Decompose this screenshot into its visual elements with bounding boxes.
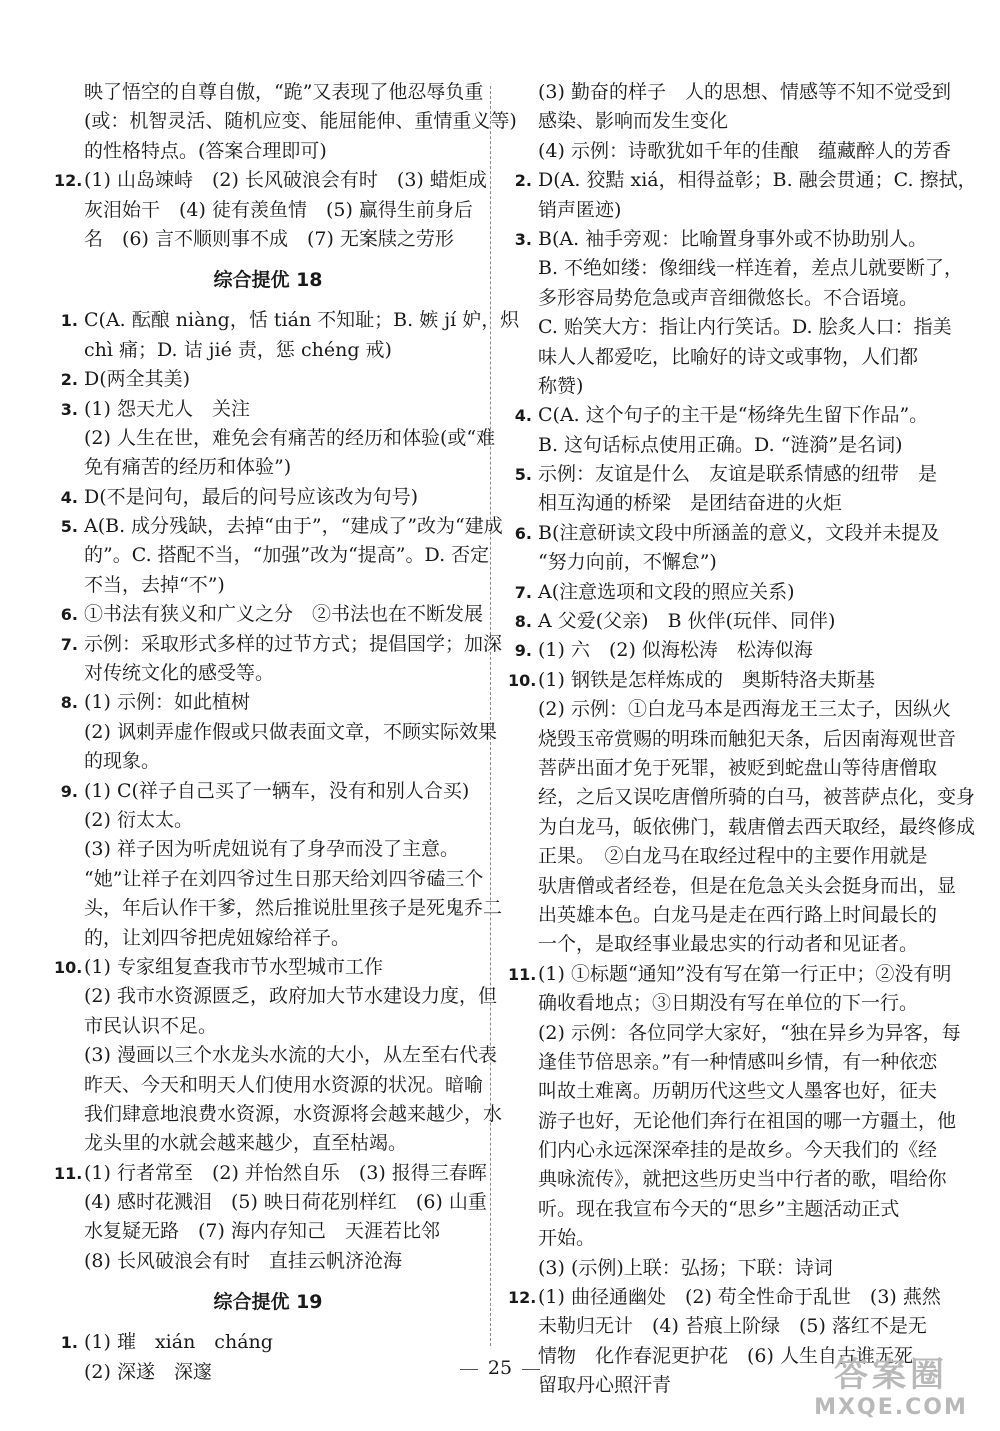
answer-text: (4) 感时花溅泪 (5) 映日荷花别样红 (6) 山重 — [84, 1191, 487, 1214]
answer-text: 叫故土难离。历朝历代这些文人墨客也好，征夫 — [538, 1080, 938, 1103]
answer-text: (1) ①标题“通知”没有写在第一行正中；②没有明 — [538, 962, 952, 985]
answer-text: (1) 示例：如此植树 — [84, 691, 250, 714]
right-column — [508, 78, 977, 1401]
answer-line — [512, 842, 942, 871]
answer-text: A 父爱(父亲) B 伙伴(玩伴、同伴) — [538, 610, 836, 633]
answer-text: 头，年后认作干爹，然后推说肚里孩子是死鬼乔二 — [84, 897, 503, 920]
question-number: 7. — [514, 582, 532, 602]
question-number: 9. — [60, 781, 78, 801]
answer-line — [58, 1247, 478, 1276]
answer-line — [58, 107, 517, 136]
watermark-title: 答案圈 — [834, 1355, 948, 1395]
answer-text: 不当，去掉“不”) — [84, 573, 225, 596]
answer-text: 市民认识不足。 — [84, 1014, 218, 1037]
answer-text: D(A. 狡黠 xiá，相得益彰；B. 融会贯通；C. 擦拭， — [538, 169, 977, 192]
answer-text: 示例：采取形式多样的过节方式；提倡国学；加深 — [84, 632, 503, 655]
answer-line — [58, 365, 478, 394]
answer-text: (1) 曲径通幽处 (2) 苟全性命于乱世 (3) 燕然 — [538, 1286, 941, 1309]
answer-text: 多形容局势危急或声音细微悠长。不合语境。 — [538, 286, 919, 309]
question-number: 9. — [514, 641, 532, 661]
answer-line — [512, 1165, 947, 1194]
answer-line — [58, 336, 478, 365]
answer-text: 留取丹心照汗青 — [538, 1374, 672, 1397]
answer-text: “努力向前，不懈怠”) — [538, 551, 717, 574]
answer-text: (或：机智灵活、随机应变、能屈能伸、重情重义等) — [84, 110, 517, 133]
answer-line — [58, 424, 496, 453]
answer-text: 对传统文化的感受等。 — [84, 662, 275, 685]
question-number: 3. — [60, 399, 78, 419]
answer-line — [512, 872, 957, 901]
answer-line — [58, 982, 497, 1011]
answer-text: 示例：友谊是什么 友谊是联系情感的纽带 是 — [538, 463, 938, 486]
answer-text: 昨天、今天和明天人们使用水资源的状况。暗喻 — [84, 1073, 484, 1096]
answer-text: 龙头里的水就会越来越少，直至枯竭。 — [84, 1132, 408, 1155]
column-divider — [490, 86, 491, 1346]
answer-line — [58, 1041, 497, 1070]
question-number: 5. — [60, 517, 78, 537]
question-number: 2. — [514, 171, 532, 191]
answer-line — [58, 453, 478, 482]
answer-line — [58, 777, 478, 806]
answer-line — [58, 196, 478, 225]
answer-line — [58, 688, 478, 717]
answer-line — [512, 1077, 942, 1106]
answer-line — [512, 989, 942, 1018]
question-number: 11. — [54, 1163, 83, 1183]
answer-line — [58, 137, 478, 166]
answer-text: (1) 六 (2) 似海松涛 松涛似海 — [538, 639, 813, 662]
answer-text: (2) 我市水资源匮乏，政府加大节水建设力度，但 — [84, 985, 497, 1008]
answer-text: 烧毁玉帝赏赐的明珠而触犯天条，后因南海观世音 — [538, 727, 957, 750]
page-number-dash-right — [522, 1369, 540, 1370]
answer-text: 销声匿迹) — [538, 198, 622, 221]
answer-text: (2) 衍太太。 — [84, 808, 193, 831]
answer-line — [512, 78, 951, 107]
answer-text: 游子也好，无论他们奔行在祖国的哪一方疆土，他 — [538, 1109, 957, 1132]
answer-line — [512, 254, 964, 283]
answer-text: 水复疑无路 (7) 海内存知己 天涯若比邻 — [84, 1220, 440, 1243]
answer-line — [512, 1107, 957, 1136]
question-number: 6. — [514, 523, 532, 543]
answer-text: “她”让祥子在刘四爷过生日那天给刘四爷磕三个 — [84, 867, 484, 890]
question-number: 10. — [508, 670, 537, 690]
answer-line — [58, 225, 478, 254]
answer-line — [512, 1224, 942, 1253]
answer-text: 经，之后又误吃唐僧所骑的白马，被菩萨点化，变身 — [538, 786, 976, 809]
answer-line — [512, 578, 942, 607]
question-number: 2. — [60, 370, 78, 390]
answer-text: ①书法有狭义和广义之分 ②书法也在不断发展 — [84, 603, 484, 626]
answer-text: (1) 行者常至 (2) 并怡然自乐 (3) 报得三春晖 — [84, 1161, 487, 1184]
answer-text: (3) 勤奋的样子 人的思想、情感等不知不觉受到 — [538, 81, 951, 103]
answer-line — [54, 166, 487, 195]
answer-line — [58, 1100, 503, 1129]
answer-text: 未勒归无计 (4) 苔痕上阶绿 (5) 落红不是无 — [538, 1315, 927, 1338]
question-number: 1. — [60, 311, 78, 331]
question-number: 4. — [60, 487, 78, 507]
answer-line — [58, 835, 478, 864]
answer-line — [512, 813, 976, 842]
answer-line — [512, 196, 942, 225]
answer-text: 映了悟空的自尊自傲，“跪”又表现了他忍辱负重 — [84, 81, 484, 103]
answer-line — [512, 225, 942, 254]
question-number: 12. — [54, 171, 83, 191]
answer-line — [58, 747, 478, 776]
answer-line — [54, 953, 478, 982]
answer-text: (1) 璀 xián cháng — [84, 1331, 273, 1354]
answer-line — [58, 1328, 478, 1357]
question-number: 1. — [60, 1333, 78, 1353]
answer-line — [512, 548, 942, 577]
answer-text: 正果。 ②白龙马在取经过程中的主要作用就是 — [538, 845, 928, 868]
answer-line — [512, 1312, 942, 1341]
answer-text: 一个，是取经事业最忠实的行动者和见证者。 — [538, 933, 919, 956]
answer-line — [512, 725, 957, 754]
answer-line — [58, 865, 484, 894]
answer-line — [512, 372, 942, 401]
answer-text: 为白龙马，皈依佛门，载唐僧去西天取经，最终修成 — [538, 815, 976, 838]
answer-line — [512, 901, 942, 930]
answer-text: (1) 怨天尤人 关注 — [84, 397, 250, 420]
question-number: 8. — [60, 693, 78, 713]
answer-line — [512, 166, 977, 195]
question-number: 3. — [514, 229, 532, 249]
watermark-domain: MXQE.COM — [814, 1395, 968, 1420]
answer-text: (1) 钢铁是怎样炼成的 奥斯特洛夫斯基 — [538, 668, 875, 691]
question-number: 12. — [508, 1288, 537, 1308]
answer-line — [512, 1019, 961, 1048]
answer-text: 的”。C. 搭配不当，“加强”改为“提高”。D. 否定 — [84, 544, 490, 567]
answer-text: 味人人都爱吃，比喻好的诗文或事物，人们都 — [538, 345, 919, 368]
section-heading-18: 综合提优 18 — [213, 269, 323, 292]
answer-line — [512, 489, 942, 518]
answer-text: (2) 人生在世，难免会有痛苦的经历和体验(或“难 — [84, 426, 496, 449]
answer-line — [58, 541, 490, 570]
answer-text: 出英雄本色。白龙马是走在西行路上时间最长的 — [538, 903, 938, 926]
answer-line — [512, 284, 942, 313]
answer-text: 称赞) — [538, 374, 584, 397]
answer-line — [512, 1136, 942, 1165]
question-number: 8. — [514, 612, 532, 632]
answer-line — [58, 1071, 484, 1100]
answer-text: 菩萨出面才免于死罪，被贬到蛇盘山等待唐僧取 — [538, 756, 938, 779]
answer-text: D(不是问句，最后的问号应该改为句号) — [84, 485, 419, 508]
answer-line — [58, 512, 503, 541]
answer-line — [508, 666, 942, 695]
answer-line — [512, 783, 976, 812]
answer-text: 逢佳节倍思亲。”有一种情感叫乡情，有一种依恋 — [538, 1050, 938, 1073]
answer-line — [512, 313, 952, 342]
answer-text: 相互沟通的桥梁 是团结奋进的火炬 — [538, 492, 843, 515]
answer-line — [58, 483, 478, 512]
section-heading-19: 综合提优 19 — [213, 1291, 323, 1314]
answer-line — [512, 137, 951, 166]
answer-line — [512, 1254, 942, 1283]
answer-line — [512, 519, 942, 548]
page-number-dash-left — [460, 1369, 478, 1370]
answer-text: B(A. 袖手旁观：比喻置身事外或不协助别人。 — [538, 227, 928, 250]
answer-line — [512, 460, 942, 489]
answer-text: (4) 示例：诗歌犹如千年的佳酿 蕴藏醉人的芳香 — [538, 139, 951, 162]
answer-text: 的，让刘四爷把虎妞嫁给祥子。 — [84, 926, 351, 949]
answer-line — [508, 960, 952, 989]
answer-text: chì 痛；D. 诘 jié 责，惩 chéng 戒) — [84, 338, 392, 361]
answer-line — [58, 600, 484, 629]
left-continuation-block — [54, 78, 517, 254]
answer-text: 免有痛苦的经历和体验”) — [84, 456, 292, 479]
answer-text: 们内心永远深深牵挂的是故乡。今天我们的《经 — [538, 1139, 938, 1162]
answer-text: (3) 漫画以三个水龙头水流的大小，从左至右代表 — [84, 1044, 497, 1067]
answer-line — [512, 343, 942, 372]
section-19-answers-continued — [508, 78, 977, 1401]
answer-line — [58, 1129, 478, 1158]
question-number: 6. — [60, 605, 78, 625]
answer-line — [512, 607, 942, 636]
answer-text: D(两全其美) — [84, 368, 191, 391]
answer-line — [512, 401, 942, 430]
answer-text: C(A. 酝酿 niàng，恬 tián 不知耻；B. 嫉 jí 妒，炽 — [84, 309, 520, 332]
question-number: 11. — [508, 964, 537, 984]
answer-text: (2) 深遂 深邃 — [84, 1360, 212, 1383]
answer-text: (3) 祥子因为听虎妞说有了身孕而没了主意。 — [84, 838, 459, 861]
answer-text: 我们肆意地浪费水资源，水资源将会越来越少，水 — [84, 1102, 503, 1125]
answer-line — [58, 924, 478, 953]
answer-line — [58, 306, 520, 335]
answer-text: (3) (示例)上联：弘扬；下联：诗词 — [538, 1256, 833, 1279]
answer-text: B. 不绝如缕：像细线一样连着，差点儿就要断了， — [538, 257, 964, 280]
answer-text: 感染、影响而发生变化 — [538, 110, 729, 133]
answer-text: 驮唐僧或者经卷，但是在危急关头会挺身而出，显 — [538, 874, 957, 897]
answer-line — [512, 754, 942, 783]
answer-line — [512, 1195, 942, 1224]
watermark-logo — [796, 1355, 986, 1425]
answer-text: C(A. 这个句子的主干是“杨绛先生留下作品”。 — [538, 404, 929, 427]
answer-line — [58, 395, 478, 424]
answer-line — [512, 107, 942, 136]
answer-line — [58, 659, 478, 688]
answer-text: 灰泪始干 (4) 徒有羡鱼情 (5) 赢得生前身后 — [84, 198, 473, 221]
answer-text: (1) 山岛竦峙 (2) 长风破浪会有时 (3) 蜡炬成 — [84, 169, 487, 192]
answer-text: B(注意研读文段中所涵盖的意义，文段并未提及 — [538, 521, 940, 544]
answer-line — [54, 1159, 487, 1188]
answer-line — [58, 78, 484, 107]
answer-line — [58, 806, 478, 835]
answer-line — [58, 1217, 478, 1246]
answer-text: 名 (6) 言不顺则事不成 (7) 无案牍之劳形 — [84, 227, 454, 250]
answer-text: B. 这句话标点使用正确。D. “涟漪”是名词) — [538, 433, 903, 456]
answer-text: 情物 化作春泥更护花 (6) 人生自古谁无死 — [538, 1344, 913, 1367]
answer-line — [58, 630, 503, 659]
answer-text: (2) 讽刺弄虚作假或只做表面文章，不顾实际效果 — [84, 720, 497, 743]
answer-line — [512, 1048, 942, 1077]
answer-text: (1) 专家组复查我市节水型城市工作 — [84, 955, 383, 978]
answer-line — [58, 571, 478, 600]
question-number: 7. — [60, 634, 78, 654]
answer-text: A(B. 成分残缺，去掉“由于”，“建成了”改为“建成 — [84, 515, 503, 538]
answer-line — [512, 695, 951, 724]
answer-text: (2) 示例：各位同学大家好，“独在异乡为异客，每 — [538, 1021, 961, 1044]
answer-text: 开始。 — [538, 1227, 596, 1250]
answer-line — [58, 1012, 478, 1041]
answer-text: (2) 示例：①白龙马本是西海龙王三太子，因纵火 — [538, 698, 951, 721]
answer-line — [58, 1188, 487, 1217]
answer-line — [512, 431, 942, 460]
answer-line — [58, 718, 497, 747]
question-number: 10. — [54, 957, 83, 977]
answer-line — [512, 930, 942, 959]
answer-text: 典咏流传》，就把这些历史当中行者的歌，唱给你 — [538, 1168, 947, 1191]
page-number-text: 25 — [487, 1357, 513, 1379]
answer-text: 确收看地点；③日期没有写在单位的下一行。 — [538, 992, 919, 1015]
answer-text: A(注意选项和文段的照应关系) — [538, 580, 795, 603]
answer-text: 的性格特点。(答案合理即可) — [84, 139, 327, 162]
answer-line — [512, 636, 942, 665]
answer-text: C. 贻笑大方：指让内行笑话。D. 脍炙人口：指美 — [538, 316, 952, 339]
section-18-answers — [54, 306, 520, 1276]
answer-line — [58, 894, 503, 923]
question-number: 4. — [514, 406, 532, 426]
answer-text: 的现象。 — [84, 750, 161, 773]
question-number: 5. — [514, 465, 532, 485]
answer-text: (8) 长风破浪会有时 直挂云帆济沧海 — [84, 1249, 402, 1272]
answer-line — [508, 1283, 942, 1312]
answer-text: 听。现在我宣布今天的“思乡”主题活动正式 — [538, 1197, 900, 1220]
answer-text: (1) C(祥子自己买了一辆车，没有和别人合买) — [84, 779, 470, 802]
